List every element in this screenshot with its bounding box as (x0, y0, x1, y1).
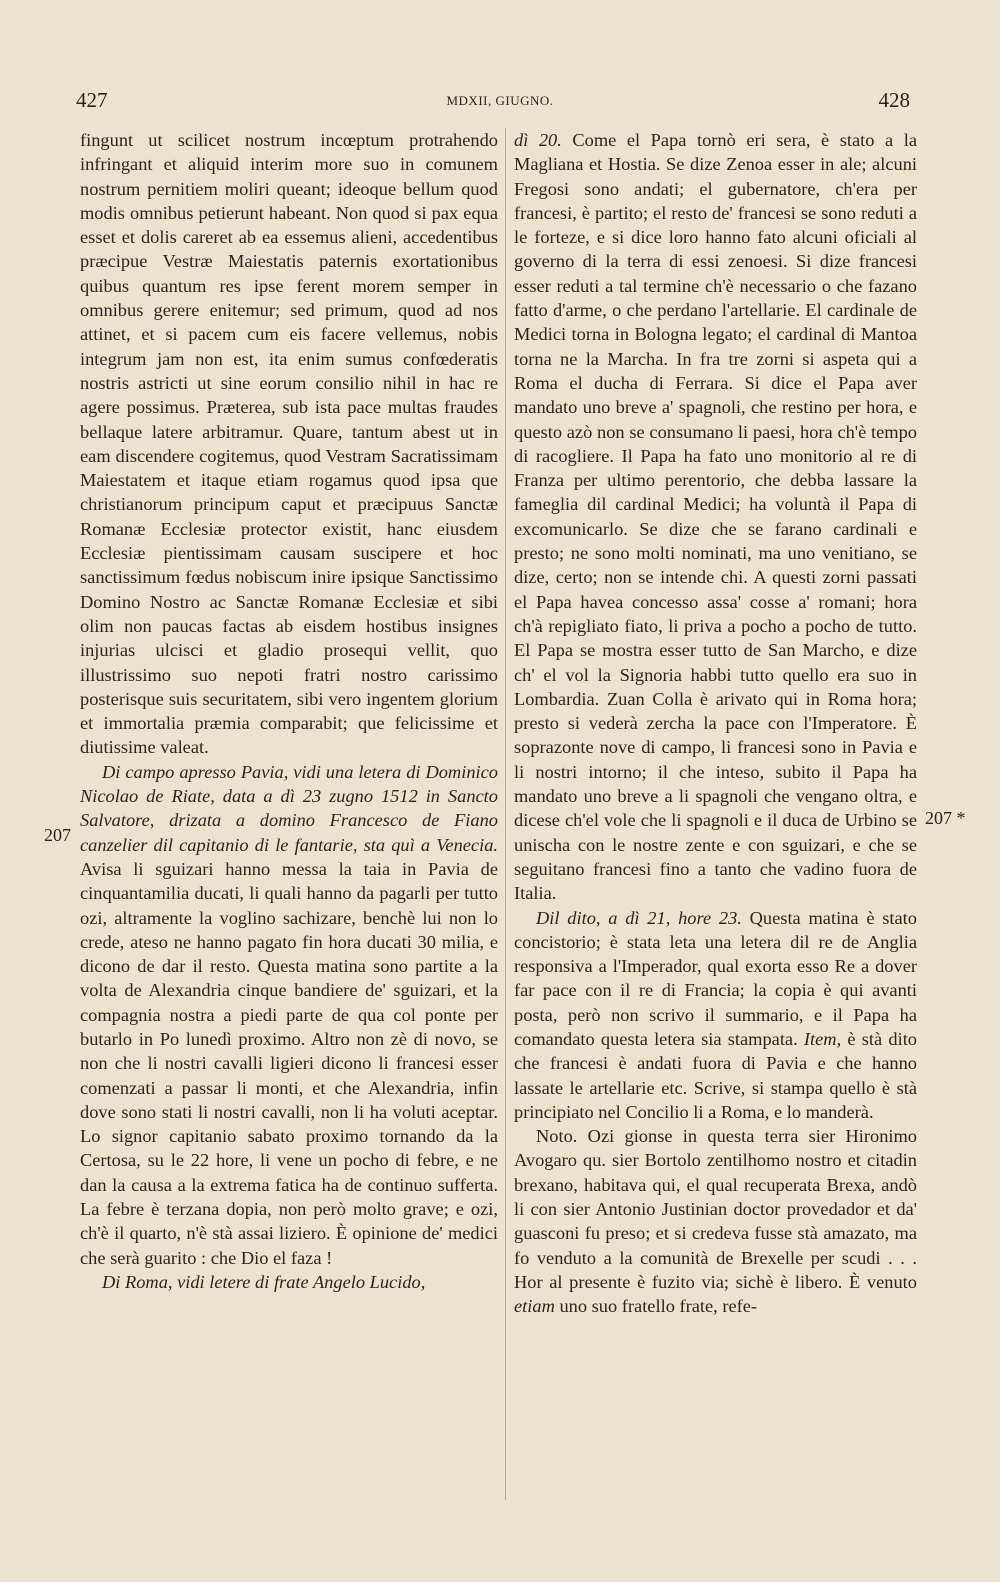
running-head: MDXII, GIUGNO. (446, 93, 554, 108)
right-paragraph-2-body-a: Questa matina è stato concistorio; è stata leta una letera dil re de Anglia responsiva a l'Imperador, qual exorta esso Re a dover far pace con il re di Francia; la copia è qui avanti posta, però non scrivo il summario, e il Papa ha comandato questa letera sia stampata. (514, 907, 917, 1049)
right-paragraph-1 (514, 128, 917, 906)
right-paragraph-2-item: Item, (803, 1028, 842, 1049)
page-number-left: 427 (76, 88, 108, 112)
margin-number-right: 207 * (925, 808, 966, 828)
right-paragraph-2-body-b: è stà dito che francesi è andati fuora di Pavia e che hanno lassate le artellarie etc. Scrive, si stampa quello è stà principiato nel Concilio li a Roma, e lo manderà. (514, 1028, 917, 1122)
right-paragraph-3 (514, 1124, 917, 1318)
left-paragraph-1: fingunt ut scilicet nostrum incœptum protrahendo infringant et aliquid interim more suo in comunem nostrum pernitiem moliri queant; ideoque bellum quod modis omnibus petierunt habeant. Non quod si pax equa esset et dolis careret ab ea essemus alieni, accedentibus præcipue Vestræ Maiestatis paternis exortationibus quibus quantum res ipse ferent morem semper in omnibus gerere enitemur; sed primum, quod ad nos attinet, et si pacem cum eis facere vellemus, nobis integrum jam non est, ita enim sumus confœderatis nostris astricti ut sine eorum consilio nihil in hac re agere possimus. Præterea, sub ista pace multas fraudes bellaque latere arbitramur. Quare, tantum abest ut in eam discendere cogitemus, quod Vestram Sacratissimam Maiestatem et itaque etiam rogamus quod ipsa que christianorum principum caput et præcipuus Sanctæ Romanæ Ecclesiæ protector existit, hanc eiusdem Ecclesiæ pientissimam causam suscipere et hoc sanctissimum fœdus nobiscum inire ipsique Sanctissimo Domino Nostro ac Sanctæ Romanæ Ecclesiæ et sibi olim non paucas factas ab eisdem hostibus insignes injurias ulcisci et gladio prosequi vellit, quo illustrissimo suo nepoti fratri nostro carissimo posterisque suis securitatem, sibi vero ingentem glorium et immortalia præmia comparabit; que felicissime et diutissime valeat. (80, 130, 498, 758)
right-paragraph-3-body-a: Noto. Ozi gionse in questa terra sier Hironimo Avogaro qu. sier Bortolo zentilhomo nostro et citadin brexano, habitava qui, el qual recuperata Brexa, andò li con sier Antonio Justinian doctor provedador et da' guasconi fu preso; et si credeva fusse stà amazato, ma fo venduto a la comunità de Brexelle per scudi . . . Hor al presente è fuzito via; sichè è libero. È venuto (514, 1126, 917, 1292)
right-paragraph-2 (514, 906, 917, 1125)
right-paragraph-1-body: Come el Papa tornò eri sera, è stato a la Magliana et Hostia. Se dize Zenoa esser in ale; alcuni Fregosi sono andati; el gubernatore, ch'era per francesi, è partito; el resto de' francesi se sono reduti a le forteze, e si dice loro hanno fato alcuni oficiali al governo di la terra di essi zenoesi. Si dize francesi esser reduti a tal termine ch'è necessario o che fazano fatto d'arme, o che perdano l'artellarie. El cardinale de Medici torna in Bologna legato; el cardinal di Mantoa torna ne la Marcha. In fra tre zorni si aspeta qui a Roma el ducha di Ferrara. Si dice el Papa aver mandato uno breve a' spagnoli, che restino per hora, e questo azò non se consumano li paesi, hora ch'è tempo di racogliere. Il Papa ha fato uno monitorio al re di Franza per ultimo perentorio, che debba lassare la fameglia dil cardinal Medici; ha voluntà il Papa di excomunicarlo. Se dize che se farano cardinali e presto; ne sono molti nominati, ma uno venitiano, se dize, certo; non se intende chi. A questi zorni passati el Papa havea concesso assa' cosse a' romani; hora ch'à repigliato fiato, li priva a pocho a pocho de tutto. El Papa se mostra esser tutto de San Marcho, e dize ch' el vol la Signoria habbi tutto quello era suo in Lombardia. Zuan Colla è arivato qui in Roma hora; presto si vederà zercha la pace con l'Imperatore. È soprazonte nove di campo, li francesi sono in Pavia e li nostri intorno; il che inteso, subito il Papa ha mandato uno breve a li spagnoli che vengano oltra, e dicese ch'el vole che li spagnoli e il duca de Urbino se unischa con le nostre zente e con sguizari, e che se seguitano francesi fino a tanto che vadino fuora de Italia. (514, 130, 917, 904)
right-paragraph-1-date: dì 20. (514, 130, 562, 150)
right-paragraph-2-heading: Dil dito, a dì 21, hore 23. (536, 907, 742, 928)
right-column (514, 128, 917, 1319)
left-paragraph-2 (80, 760, 498, 1270)
page-number-right: 428 (878, 88, 910, 112)
right-paragraph-3-body-b: uno suo fratello frate, refe- (554, 1296, 758, 1317)
left-paragraph-3-heading: Di Roma, vidi letere di frate Angelo Lucido, (102, 1271, 426, 1292)
left-paragraph-2-heading: Di campo apresso Pavia, vidi una letera di Dominico Nicolao de Riate, data a dì 23 zugno 1512 in Sancto Salvatore, drizata a domino Francesco de Fiano canzelier dil capitanio di le fantarie, sta quì a Venecia. (80, 761, 498, 855)
right-paragraph-3-etiam: etiam (514, 1296, 555, 1317)
margin-number-left: 207 (44, 825, 71, 845)
page-header (0, 88, 1000, 114)
left-paragraph-3 (80, 1270, 498, 1294)
left-column (80, 128, 498, 1294)
column-divider (505, 128, 506, 1500)
left-paragraph-2-body: Avisa li sguizari hanno messa la taia in Pavia de cinquantamilia ducati, li quali hanno da pagarli per tutto ozi, altramente la voglino sachizare, benchè lui non lo crede, ateso ne hanno pagato fin hora ducati 30 milia, e dicono de dar il resto. Questa matina sono partite a la volta de Alexandria cinque bandiere de' sguizari, et la compagnia nostra a piedi parte de qua col ponte per butarlo in Po lunedì proximo. Altro non zè di novo, se non che li nostri cavalli ligieri dicono li francesi esser comenzati a passar li monti, et che Alexandria, infin dove sono stati li nostri cavalli, non li ha voluti aceptar. Lo signor capitanio sabato proximo tornando da la Certosa, su le 22 hore, li vene un pocho di febre, e ne dan la causa a la extrema fatica ha de continuo sufferta. La febre è terzana dopia, non però molto grave; e ozi, ch'è il quarto, n'è stà assai liziero. È opinione de' medici che serà guarito : che Dio el faza ! (80, 858, 498, 1268)
